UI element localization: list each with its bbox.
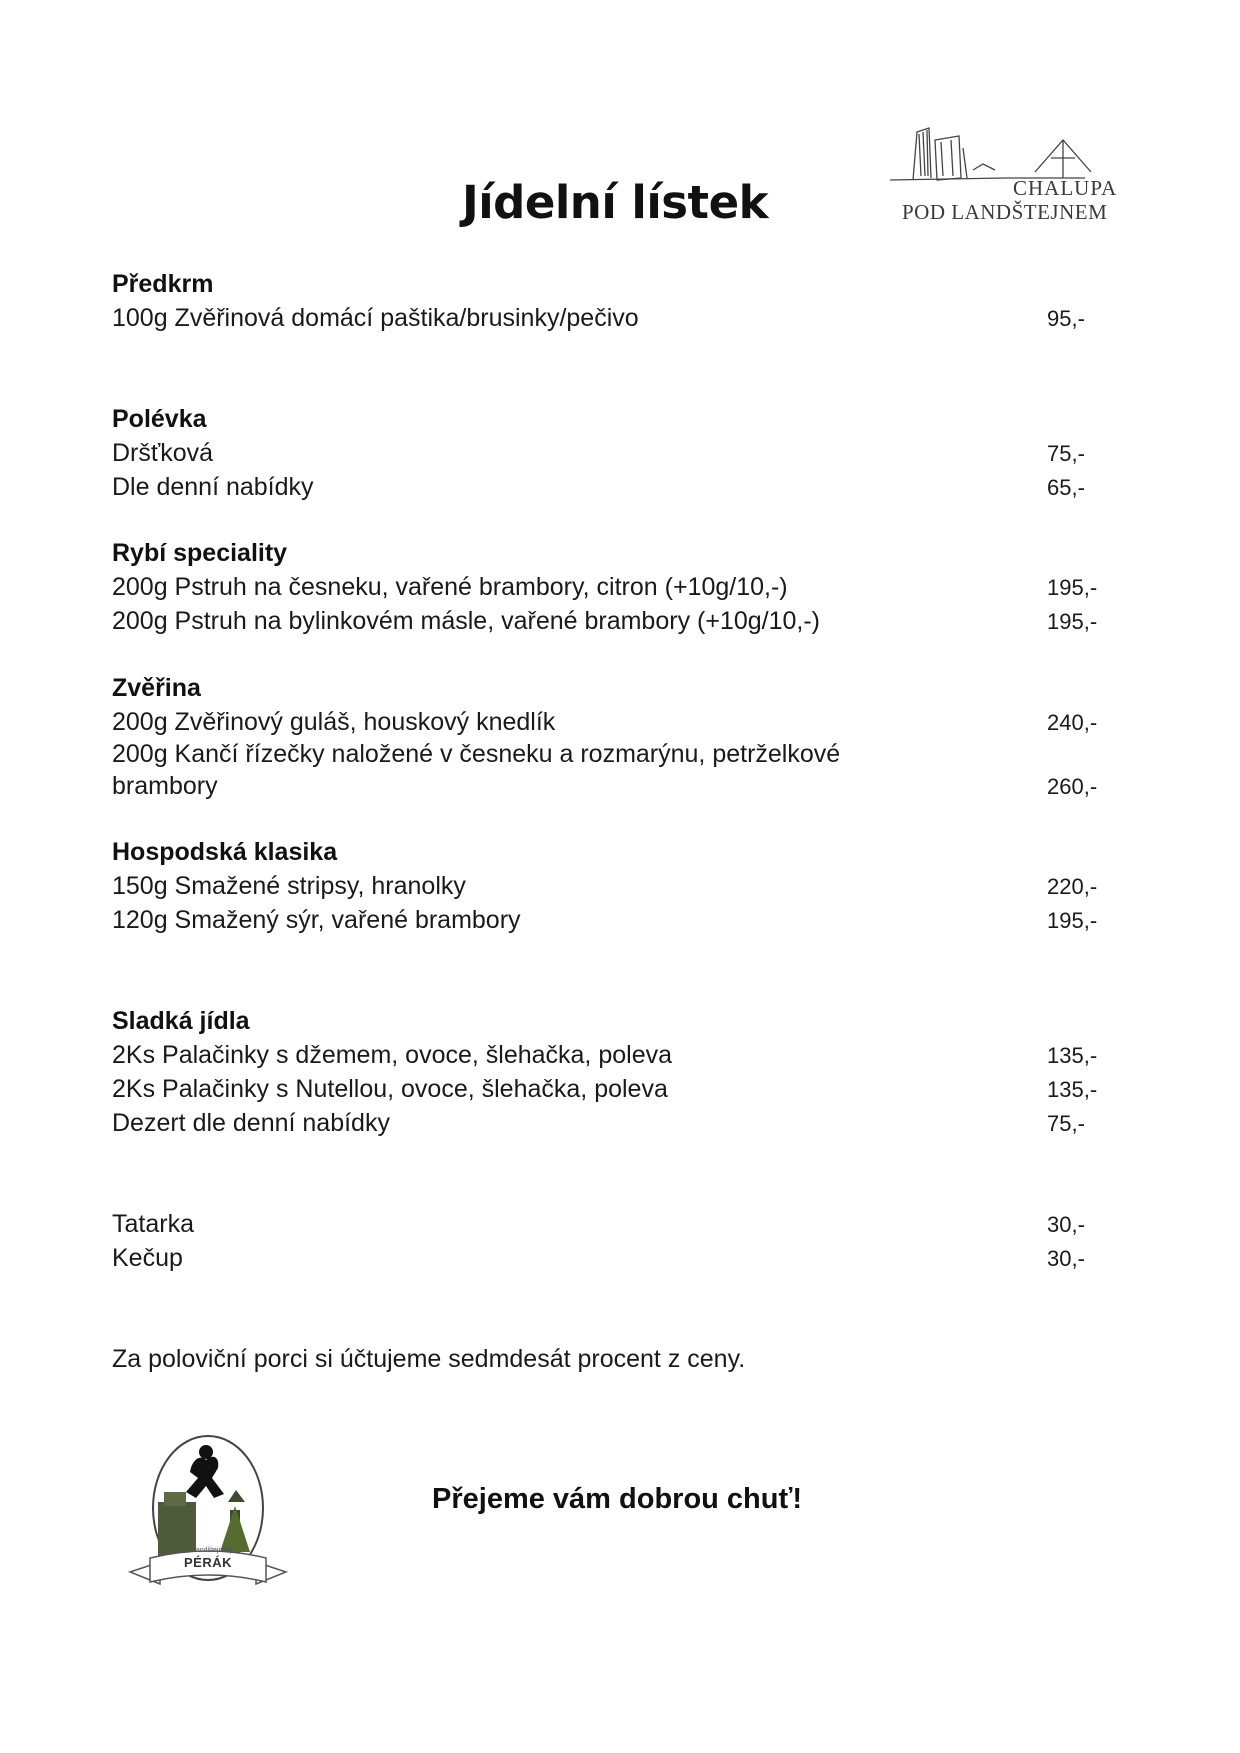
menu-item-price: 135,- <box>1047 1077 1098 1102</box>
menu-item: 100g Zvěřinová domácí paštika/brusinky/pečivo <box>112 304 639 332</box>
menu-item: 2Ks Palačinky s Nutellou, ovoce, šlehačka, poleva <box>112 1075 668 1103</box>
menu-item: 200g Zvěřinový guláš, houskový knedlík <box>112 708 556 736</box>
section-heading-hospodska-klasika: Hospodská klasika <box>112 838 338 866</box>
half-portion-note: Za poloviční porci si účtujeme sedmdesát procent z ceny. <box>112 1345 746 1373</box>
menu-item: 150g Smažené stripsy, hranolky <box>112 872 466 900</box>
menu-item-price: 220,- <box>1047 874 1098 899</box>
menu-item: Dle denní nabídky <box>112 473 314 501</box>
closing-wish: Přejeme vám dobrou chuť! <box>432 1483 803 1515</box>
extra-item: Kečup <box>112 1244 183 1272</box>
menu-item-price: 95,- <box>1047 306 1085 331</box>
section-heading-polevka: Polévka <box>112 405 207 433</box>
logo-small-text: Landštejnský <box>192 1547 233 1554</box>
section-heading-rybi-speciality: Rybí speciality <box>112 539 288 567</box>
logo-line-pod-landstejnem: POD LANDŠTEJNEM <box>902 200 1108 224</box>
section-heading-sladka-jidla: Sladká jídla <box>112 1007 250 1035</box>
menu-item: Dršťková <box>112 439 214 467</box>
extra-item: Tatarka <box>112 1210 194 1238</box>
menu-item: 200g Pstruh na bylinkovém másle, vařené brambory (+10g/10,-) <box>112 607 820 635</box>
menu-item-continuation: brambory <box>112 772 218 800</box>
extra-item-price: 30,- <box>1047 1246 1085 1271</box>
menu-item-price: 195,- <box>1047 609 1098 634</box>
menu-item-price: 75,- <box>1047 1111 1085 1136</box>
section-heading-predkrm: Předkrm <box>112 270 214 298</box>
menu-item-price: 195,- <box>1047 908 1098 933</box>
menu-item: 200g Pstruh na česneku, vařené brambory, citron (+10g/10,-) <box>112 573 788 601</box>
perak-emblem-icon <box>120 1432 300 1607</box>
section-heading-zverina: Zvěřina <box>112 674 201 702</box>
menu-item-price: 65,- <box>1047 475 1085 500</box>
menu-item-price: 135,- <box>1047 1043 1098 1068</box>
page-title: Jídelní lístek <box>461 176 769 229</box>
menu-item: 120g Smažený sýr, vařené brambory <box>112 906 521 934</box>
perak-logo <box>120 1432 300 1607</box>
logo-name-text: PÉRÁK <box>184 1555 233 1570</box>
menu-item-price: 195,- <box>1047 575 1098 600</box>
chalupa-logo <box>885 118 1125 228</box>
logo-line-chalupa: CHALUPA <box>1013 176 1118 200</box>
menu-item-price: 75,- <box>1047 441 1085 466</box>
menu-item: Dezert dle denní nabídky <box>112 1109 390 1137</box>
menu-item-price: 260,- <box>1047 774 1098 799</box>
menu-item-price: 240,- <box>1047 710 1098 735</box>
menu-item: 2Ks Palačinky s džemem, ovoce, šlehačka, poleva <box>112 1041 672 1069</box>
menu-item: 200g Kančí řízečky naložené v česneku a rozmarýnu, petrželkové <box>112 740 841 768</box>
extra-item-price: 30,- <box>1047 1212 1085 1237</box>
